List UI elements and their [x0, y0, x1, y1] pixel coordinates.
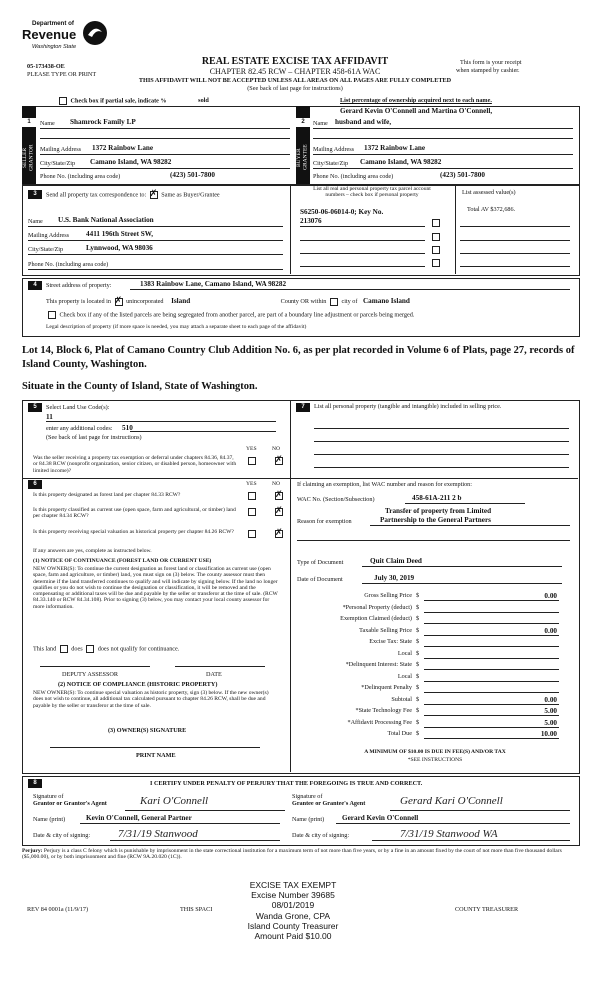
- section-7-number: 7: [296, 403, 310, 412]
- dollar-sign: $: [416, 638, 420, 645]
- tax-row: [300, 684, 565, 694]
- owner-signature-label: (3) OWNER(S) SIGNATURE: [108, 727, 187, 734]
- land-does-not-checkbox[interactable]: [86, 645, 94, 653]
- dollar-sign: $: [416, 672, 420, 680]
- tax-row-label: Gross Selling Price: [364, 592, 412, 599]
- legal-situate-text: Situate in the County of Island, State of Washington.: [22, 381, 258, 392]
- dollar-sign: $: [416, 626, 420, 634]
- grantor-date-city[interactable]: 7/31/19 Stanwood: [118, 828, 198, 840]
- tax-row-label: Exemption Claimed (deduct): [340, 615, 412, 622]
- land-use-code: 11: [46, 413, 53, 421]
- section-1-number: 1: [22, 118, 36, 127]
- same-as-buyer-checkbox[interactable]: ✗: [149, 188, 158, 198]
- grantor-signature[interactable]: Kari O'Connell: [140, 795, 209, 807]
- dept-state: Washington State: [32, 44, 77, 50]
- tax-row: [300, 707, 565, 717]
- document-type-label: Type of Document: [297, 559, 344, 566]
- tax-row: [300, 730, 565, 740]
- additional-codes-row: [46, 424, 133, 432]
- grantee-date-label: Date & city of signing:: [292, 832, 350, 839]
- tax-row-label: *Delinquent Penalty: [361, 684, 412, 691]
- street-address: 1383 Rainbow Lane, Camano Island, WA 98282: [140, 280, 287, 288]
- notice-2-title: (2) NOTICE OF COMPLIANCE (HISTORIC PROPERTY): [58, 681, 218, 688]
- tax-row-value: 0.00: [544, 626, 557, 635]
- current-use-question: Is this property classified as current use (open space, farm and agricultural, or timber) land per chapter 84.34 RCW?: [33, 507, 236, 520]
- excise-exempt-stamp: EXCISE TAX EXEMPT Excise Number 39685 08/01/2019 Wanda Grone, CPA Island County Treasurer Amount Paid $10.00: [218, 880, 368, 941]
- buyer-city: Camano Island, WA 98282: [360, 158, 442, 166]
- space-note-left: THIS SPACI: [180, 906, 213, 913]
- assessed-value: Total AV $372,686.: [467, 206, 516, 213]
- additional-codes-label: enter any additional codes:: [46, 425, 113, 432]
- personal-property-label: List all personal property (tangible and intangible) included in selling price.: [314, 403, 502, 410]
- form-title: REAL ESTATE EXCISE TAX AFFIDAVIT: [201, 56, 389, 67]
- seller-name: Shamrock Family LP: [70, 118, 136, 126]
- s3-phone-label: Phone No. (including area code): [28, 261, 109, 268]
- tax-row-value: 5.00: [544, 707, 557, 715]
- if-yes-note: If any answers are yes, complete as instructed below.: [33, 548, 152, 554]
- seller-mail-label: Mailing Address: [40, 146, 82, 153]
- s3-city-label: City/State/Zip: [28, 246, 64, 253]
- section-8-number: 8: [28, 779, 42, 788]
- land-qualify-row: [33, 645, 179, 653]
- s3-mail-label: Mailing Address: [28, 232, 70, 239]
- see-instructions-note: *SEE INSTRUCTIONS: [407, 757, 463, 763]
- section-6-number: 6: [28, 480, 42, 489]
- partial-sale-checkbox[interactable]: [59, 97, 67, 105]
- document-date: July 30, 2019: [374, 574, 415, 582]
- grantee-signature[interactable]: Gerard Kari O'Connell: [400, 795, 503, 807]
- document-date-label: Date of Document: [297, 576, 343, 583]
- tax-row: [300, 719, 565, 729]
- land-use-see-back: (See back of last page for instructions): [46, 434, 142, 441]
- buyer-phone: (423) 501-7800: [440, 171, 485, 179]
- s3-name-label: Name: [28, 218, 43, 225]
- land-does-not-label: does not qualify for continuance.: [97, 645, 180, 653]
- dollar-sign: $: [416, 718, 420, 726]
- dor-swirl-icon: [82, 20, 108, 46]
- seller-phone: (423) 501-7800: [170, 171, 215, 179]
- s3-mail: 4411 196th Street SW,: [86, 230, 154, 238]
- minimum-fee-note: A MINIMUM OF $10.00 IS DUE IN FEE(S) AND/OR TAX: [364, 749, 506, 755]
- tax-row: [300, 638, 565, 648]
- section-2-number: 2: [296, 118, 310, 127]
- tax-row-value: 10.00: [540, 730, 557, 738]
- deputy-assessor-label: DEPUTY ASSESSOR: [62, 671, 118, 678]
- tax-row: [300, 696, 565, 706]
- notice-1-title: (1) NOTICE OF CONTINUANCE (FOREST LAND OR CURRENT USE): [33, 558, 212, 564]
- s3-city: Lynnwood, WA 98036: [86, 244, 153, 252]
- notice-1-body: NEW OWNER(S): To continue the current designation as forest land or classification as current use (open space, farm and agriculture, or timber) land, you must sign on (3) below. The county assessor must then determine if the land transferred continues to qualify and will indicate by signing below. If the land no longer qualifies or you do not wish to continue the designation or classification, it will be removed and the compensating or additional taxes will be due and payable by the seller or transferor at the time of sale. (RCW 84.33.140 or RCW 84.34.108). Prior to signing (3) below, you may contact your local county assessor for more information.: [33, 566, 278, 610]
- city-of-label: city of: [341, 298, 358, 305]
- current-use-yes-checkbox[interactable]: [248, 508, 256, 516]
- dor-logo: [22, 20, 112, 56]
- exemption-reason-1: Transfer of property from Limited: [385, 507, 492, 515]
- section-4-number: 4: [28, 281, 42, 290]
- city-of-checkbox[interactable]: [330, 298, 338, 306]
- print-name-label: PRINT NAME: [136, 752, 176, 759]
- tax-row-label: Subtotal: [391, 695, 412, 703]
- tax-row-value: 5.00: [544, 718, 557, 727]
- parcel-number-2: 213076: [300, 217, 322, 225]
- county-treasurer-label: COUNTY TREASURER: [455, 906, 519, 913]
- buyer-name-label: Name: [313, 120, 328, 127]
- seller-mail: 1372 Rainbow Lane: [92, 144, 154, 152]
- located-label: This property is located in: [46, 298, 111, 305]
- grantee-date-city[interactable]: 7/31/19 Stanwood WA: [400, 828, 498, 840]
- section-3-number: 3: [28, 190, 42, 199]
- buyer-mail: 1372 Rainbow Lane: [364, 144, 426, 152]
- grantor-date-label: Date & city of signing:: [33, 832, 91, 839]
- forest-yes-checkbox[interactable]: [248, 492, 256, 500]
- this-land-label: This land: [33, 645, 57, 653]
- same-as-buyer-label: Same as Buyer/Grantee: [161, 191, 220, 199]
- forest-land-question: Is this property designated as forest land per chapter 84.33 RCW?: [33, 492, 181, 498]
- dollar-sign: $: [416, 695, 420, 703]
- ownership-pct-note: List percentage of ownership acquired next to each name.: [340, 97, 492, 104]
- exemption-yes-checkbox[interactable]: [248, 457, 256, 465]
- perjury-note: Perjury: Perjury is a class C felony which is punishable by imprisonment in the state correctional institution for a maximum term of not more than five years, or by a fine in an amount fixed by the court of not more than five thousand dollars ($5,000.00), or by both imprisonment and fine (RCW 9A.20.020 (1C)).: [22, 848, 562, 861]
- exemption-reason-label: Reason for exemption: [297, 518, 352, 525]
- parcel-header: List all real and personal property tax parcel account numbers – check box if personal property: [313, 186, 431, 199]
- parcel-number-1: S6250-06-06014-0; Key No.: [300, 208, 384, 216]
- tax-row: [300, 650, 565, 660]
- exemption-question: Was the seller receiving a property tax exemption or deferral under chapters 84.36, 84.37, or 84.38 RCW (nonprofit organization, senior citizen, or disabled person, homeowner with limited income)?: [33, 455, 237, 474]
- land-does-label: does: [71, 645, 83, 653]
- grantee-name-print: Gerard Kevin O'Connell: [342, 814, 419, 822]
- legal-description-text: Lot 14, Block 6, Plat of Camano Country Club Addition No. 6, as per plat recorded in Volume 6 of Plats, page 27, records of Island County, Washington.: [22, 345, 575, 370]
- form-warning: THIS AFFIDAVIT WILL NOT BE ACCEPTED UNLESS ALL AREAS ON ALL PAGES ARE FULLY COMPLETED: [138, 77, 452, 84]
- send-correspondence-row: [46, 188, 220, 199]
- seller-side-label: SELLER GRANTOR: [22, 144, 35, 171]
- grantee-name-label: Name (print): [292, 816, 325, 823]
- s5-yes-header: YES: [246, 446, 257, 452]
- deputy-date-label: DATE: [206, 671, 222, 678]
- tax-row-value: 0.00: [544, 592, 557, 600]
- buyer-name-1: Gerard Kevin O'Connell and Martina O'Connell,: [340, 107, 493, 115]
- tax-row: [300, 673, 565, 683]
- tax-row-label: *Affidavit Processing Fee: [347, 718, 412, 726]
- parcel-4-personal-checkbox[interactable]: [432, 259, 440, 267]
- grantee-signature-label: Signature of Grantee or Grantee's Agent: [292, 793, 366, 807]
- tax-row: [300, 661, 565, 671]
- parcel-3-personal-checkbox[interactable]: [432, 246, 440, 254]
- claiming-exemption-label: If claiming an exemption, list WAC number and reason for exemption:: [297, 481, 472, 488]
- land-does-checkbox[interactable]: [60, 645, 68, 653]
- tax-row-label: Local: [397, 649, 412, 657]
- sold-label: sold: [198, 97, 209, 105]
- dollar-sign: $: [416, 649, 420, 657]
- seller-phone-label: Phone No. (including area code): [40, 173, 121, 180]
- tax-row-value: 0.00: [544, 695, 557, 704]
- grantor-signature-label: Signature of Grantor or Grantor's Agent: [33, 793, 107, 807]
- tax-row: [300, 604, 565, 614]
- historical-yes-checkbox[interactable]: [248, 530, 256, 538]
- tax-row-label: Taxable Selling Price: [359, 626, 412, 634]
- dollar-sign: $: [416, 684, 420, 691]
- wac-label: WAC No. (Section/Subsection): [297, 496, 375, 503]
- land-use-label: Select Land Use Code(s):: [46, 404, 110, 411]
- partial-sale-row: [57, 97, 209, 105]
- tax-row: [300, 615, 565, 625]
- additional-codes: 510: [122, 424, 133, 432]
- unincorporated-label: unincorporated: [126, 298, 164, 305]
- unincorporated-checkbox[interactable]: ✗: [114, 294, 123, 305]
- buyer-side-label: BUYER GRANTEE: [296, 144, 309, 171]
- wac-number: 458-61A-211 2 b: [412, 494, 462, 502]
- dollar-sign: $: [416, 661, 420, 668]
- city-name: Camano Island: [362, 297, 410, 305]
- legal-description-label: Legal description of property (if more space is needed, you may attach a separate sheet to each page of the affidavit): [46, 324, 307, 330]
- tax-row: [300, 592, 565, 602]
- tax-row-label: *Delinquent Interest: State: [345, 661, 412, 668]
- grantor-name-print: Kevin O'Connell, General Partner: [86, 814, 192, 822]
- parcel-2-personal-checkbox[interactable]: [432, 233, 440, 241]
- s5-no-header: NO: [272, 446, 281, 452]
- type-print: PLEASE TYPE OR PRINT: [27, 71, 97, 78]
- seller-name-label: Name: [40, 120, 55, 127]
- segregated-label: Check box if any of the listed parcels are being segregated from another parcel, are part of a boundary line adjustment or parcels being merged.: [59, 311, 415, 319]
- tax-row-label: Excise Tax: State: [369, 638, 412, 645]
- buyer-phone-label: Phone No. (including area code): [313, 173, 394, 180]
- segregated-checkbox[interactable]: [48, 311, 56, 319]
- buyer-mail-label: Mailing Address: [313, 146, 355, 153]
- receipt-note-2: when stamped by cashier.: [456, 67, 520, 74]
- forest-no-checkbox[interactable]: ✗: [275, 489, 283, 499]
- located-row: [46, 294, 410, 306]
- form-code: 05-173438-OE: [27, 63, 65, 70]
- assessed-header: List assessed value(s): [462, 189, 516, 196]
- partial-sale-label: Check box if partial sale, indicate %: [70, 97, 167, 105]
- seller-city: Camano Island, WA 98282: [90, 158, 172, 166]
- s6-yes-header: YES: [246, 481, 257, 487]
- historical-question: Is this property receiving special valuation as historical property per chapter 84.26 RCW?: [33, 529, 234, 535]
- see-back-note: (See back of last page for instructions): [247, 85, 343, 92]
- form-revision: REV 84 0001a (11/9/17): [27, 906, 89, 913]
- section-5-number: 5: [28, 403, 42, 412]
- dollar-sign: $: [416, 730, 420, 737]
- street-label: Street address of property:: [46, 282, 112, 289]
- current-use-no-checkbox[interactable]: ✗: [275, 505, 283, 515]
- tax-row: [300, 627, 565, 637]
- dept-name: Revenue: [22, 27, 77, 42]
- exemption-no-checkbox[interactable]: ✗: [275, 454, 283, 464]
- tax-row-label: Total Due: [387, 730, 412, 737]
- dept-line: Department of: [32, 20, 74, 27]
- notice-2-body: NEW OWNER(S): To continue special valuation as historic property, sign (3) below. If the new owner(s) does not wish to continue, all additional tax calculated pursuant to chapter 84.26 RCW, shall be due and payable by the seller or transferor at the time of sale.: [33, 690, 269, 709]
- dollar-sign: $: [416, 707, 420, 714]
- county-name: Island: [171, 297, 191, 305]
- form-chapter: CHAPTER 82.45 RCW – CHAPTER 458-61A WAC: [209, 67, 381, 76]
- tax-row-label: *State Technology Fee: [355, 707, 412, 714]
- receipt-note-1: This form is your receipt: [460, 59, 522, 66]
- dollar-sign: $: [416, 615, 420, 622]
- buyer-name-2: husband and wife,: [335, 118, 392, 126]
- s3-name: U.S. Bank National Association: [58, 216, 154, 224]
- grantor-name-label: Name (print): [33, 816, 66, 823]
- seller-city-label: City/State/Zip: [40, 160, 76, 167]
- dollar-sign: $: [416, 592, 420, 599]
- document-type: Quit Claim Deed: [370, 557, 422, 565]
- s6-no-header: NO: [272, 481, 281, 487]
- dollar-sign: $: [416, 603, 420, 611]
- send-correspondence-label: Send all property tax correspondence to:: [46, 191, 147, 199]
- buyer-city-label: City/State/Zip: [313, 160, 349, 167]
- tax-row-label: Local: [397, 672, 412, 680]
- parcel-1-personal-checkbox[interactable]: [432, 219, 440, 227]
- certify-statement: I CERTIFY UNDER PENALTY OF PERJURY THAT THE FOREGOING IS TRUE AND CORRECT.: [150, 780, 423, 787]
- exemption-reason-2: Partnership to the General Partners: [380, 516, 491, 524]
- historical-no-checkbox[interactable]: ✗: [275, 527, 283, 537]
- county-label: County OR within: [280, 298, 327, 305]
- tax-row-label: *Personal Property (deduct): [342, 603, 412, 611]
- segregated-row: [46, 311, 414, 319]
